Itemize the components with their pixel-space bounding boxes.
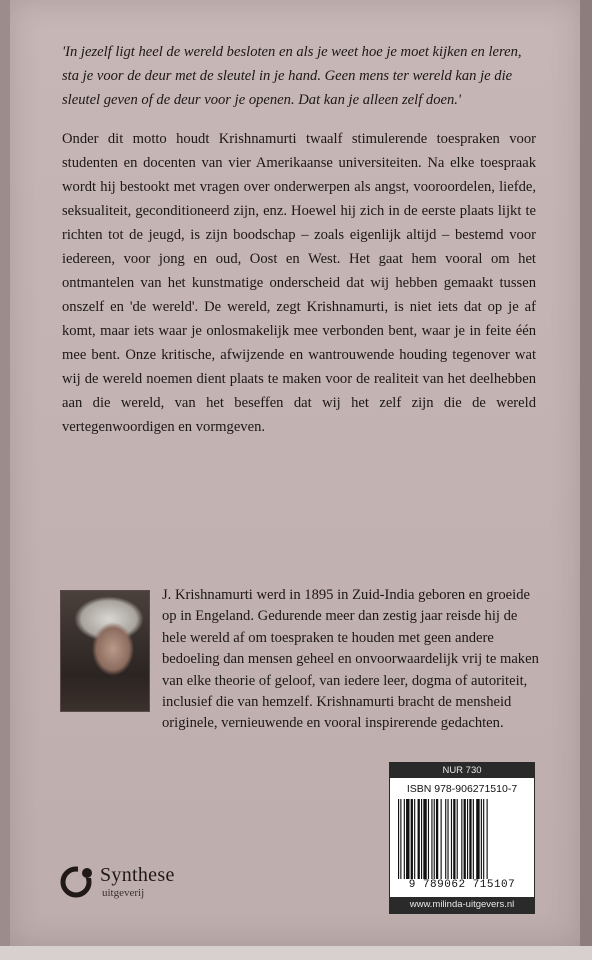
isbn-text: ISBN 978-906271510-7 bbox=[406, 783, 518, 795]
cover-left-edge bbox=[0, 0, 10, 946]
publisher-url: www.milinda-uitgevers.nl bbox=[390, 897, 534, 913]
publisher-logo bbox=[58, 862, 218, 906]
page-bottom-edge bbox=[0, 946, 592, 960]
synthese-logo-icon bbox=[58, 864, 94, 900]
author-portrait bbox=[60, 590, 150, 712]
barcode-label bbox=[389, 762, 535, 914]
author-bio: J. Krishnamurti werd in 1895 in Zuid-India geboren en groeide op in Engeland. Gedurende meer dan zestig jaar reisde hij de hele wereld af om toespraken te houden met geen andere bedoeling dan mensen geheel en onvoorwaardelijk vrij te maken van elke theorie of geloof, van iedere leer, dogma of autoriteit, inclusief die van hemzelf. Krishnamurti bracht de mensheid originele, vernieuwende en vooral inspirerende gedachten. bbox=[162, 587, 539, 732]
book-description: Onder dit motto houdt Krishnamurti twaalf stimulerende toespraken voor studenten en docenten van vier Amerikaanse universiteiten. Na elke toespraak wordt hij bestookt met vragen over onderwerpen als angst, vooroordelen, liefde, seksualiteit, geconditioneerd zijn, enz. Hoewel hij zich in de eerste plaats lijkt te richten tot de jeugd, is zijn boodschap – zoals eigenlijk altijd – bestemd voor iedereen, voor jong en oud, Oost en West. Het gaat hem vooral om het ontmantelen van het kunstmatige onderscheid dat wij hebben gemaakt tussen onszelf en 'de wereld'. De wereld, zegt Krishnamurti, is niet iets dat op je af komt, maar iets waar je onlosmakelijk mee verbonden bent, waar je in feite één mee bent. Onze kritische, afwijzende en wantrouwende houding tegenover wat wij de wereld noemen dient plaats te maken voor de realiteit van het deelhebben aan die wereld, van het beseffen dat wij het zelf zijn die de wereld vertegenwoordigen en vormgeven. bbox=[62, 131, 536, 435]
motto-quote: 'In jezelf ligt heel de wereld besloten en als je weet hoe je moet kijken en leren, sta je voor de deur met de sleutel in je hand. Geen mens ter wereld kan je die sleutel geven of de deur voor je openen. Dat kan je alleen zelf doen.' bbox=[62, 44, 522, 108]
barcode-bars bbox=[398, 799, 526, 879]
barcode-digits: 9 789062 715107 bbox=[408, 879, 516, 891]
nur-code: NUR 730 bbox=[390, 763, 534, 778]
publisher-subtitle: uitgeverij bbox=[102, 887, 145, 899]
publisher-name: Synthese bbox=[100, 864, 175, 886]
cover-right-edge bbox=[580, 0, 592, 946]
